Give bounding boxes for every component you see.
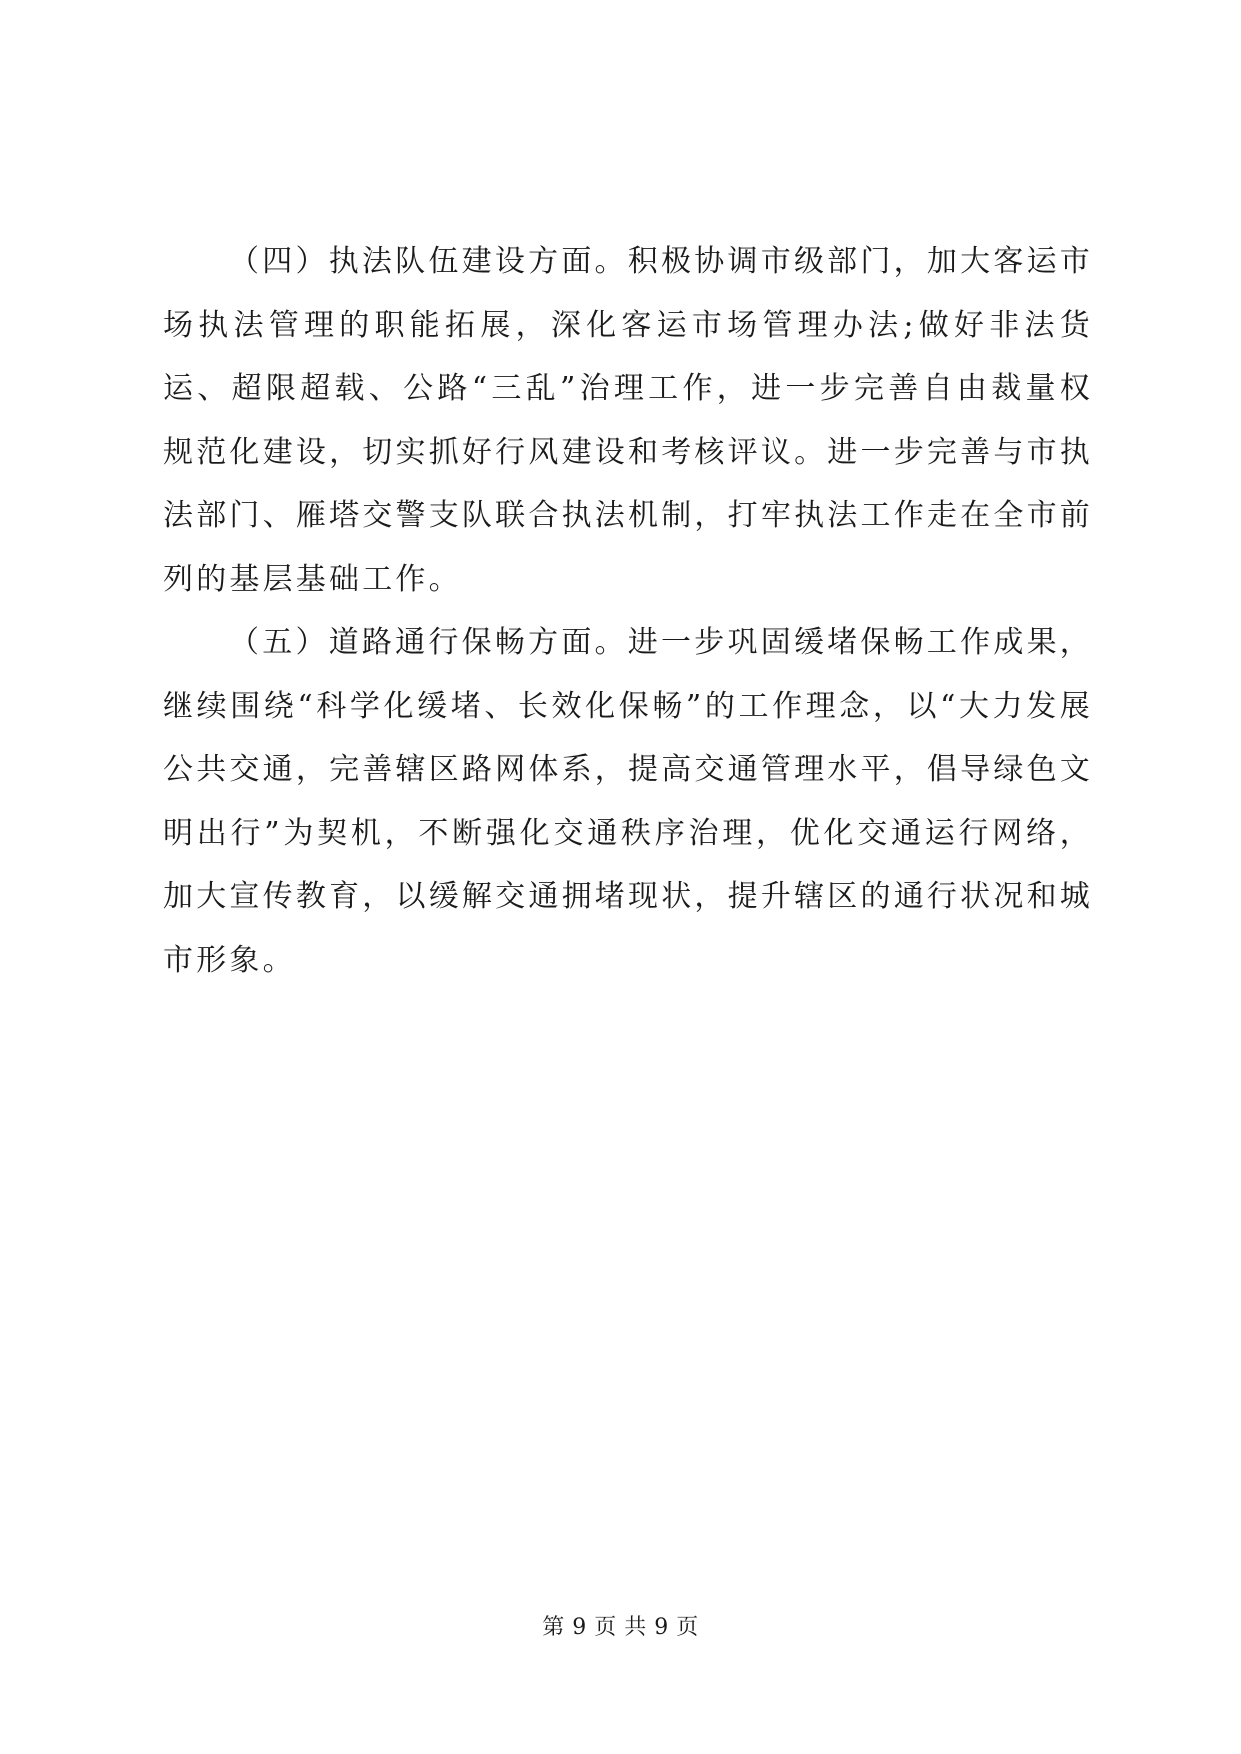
paragraph-road-traffic: （五）道路通行保畅方面。进一步巩固缓堵保畅工作成果，继续围绕“科学化缓堵、长效化保畅”的工作理念，以“大力发展公共交通，完善辖区路网体系，提高交通管理水平，倡导绿色文明出行”为契机，不断强化交通秩序治理，优化交通运行网络，加大宣传教育，以缓解交通拥堵现状，提升辖区的通行状况和城市形象。 [163,625,1093,978]
page-number-footer: 第 9 页 共 9 页 [542,1615,699,1640]
paragraph-law-enforcement: （四）执法队伍建设方面。积极协调市级部门，加大客运市场执法管理的职能拓展，深化客运市场管理办法;做好非法货运、超限超载、公路“三乱”治理工作，进一步完善自由裁量权规范化建设，切实抓好行风建设和考核评议。进一步完善与市执法部门、雁塔交警支队联合执法机制，打牢执法工作走在全市前列的基层基础工作。 [163,244,1093,597]
document-body [163,230,1093,992]
